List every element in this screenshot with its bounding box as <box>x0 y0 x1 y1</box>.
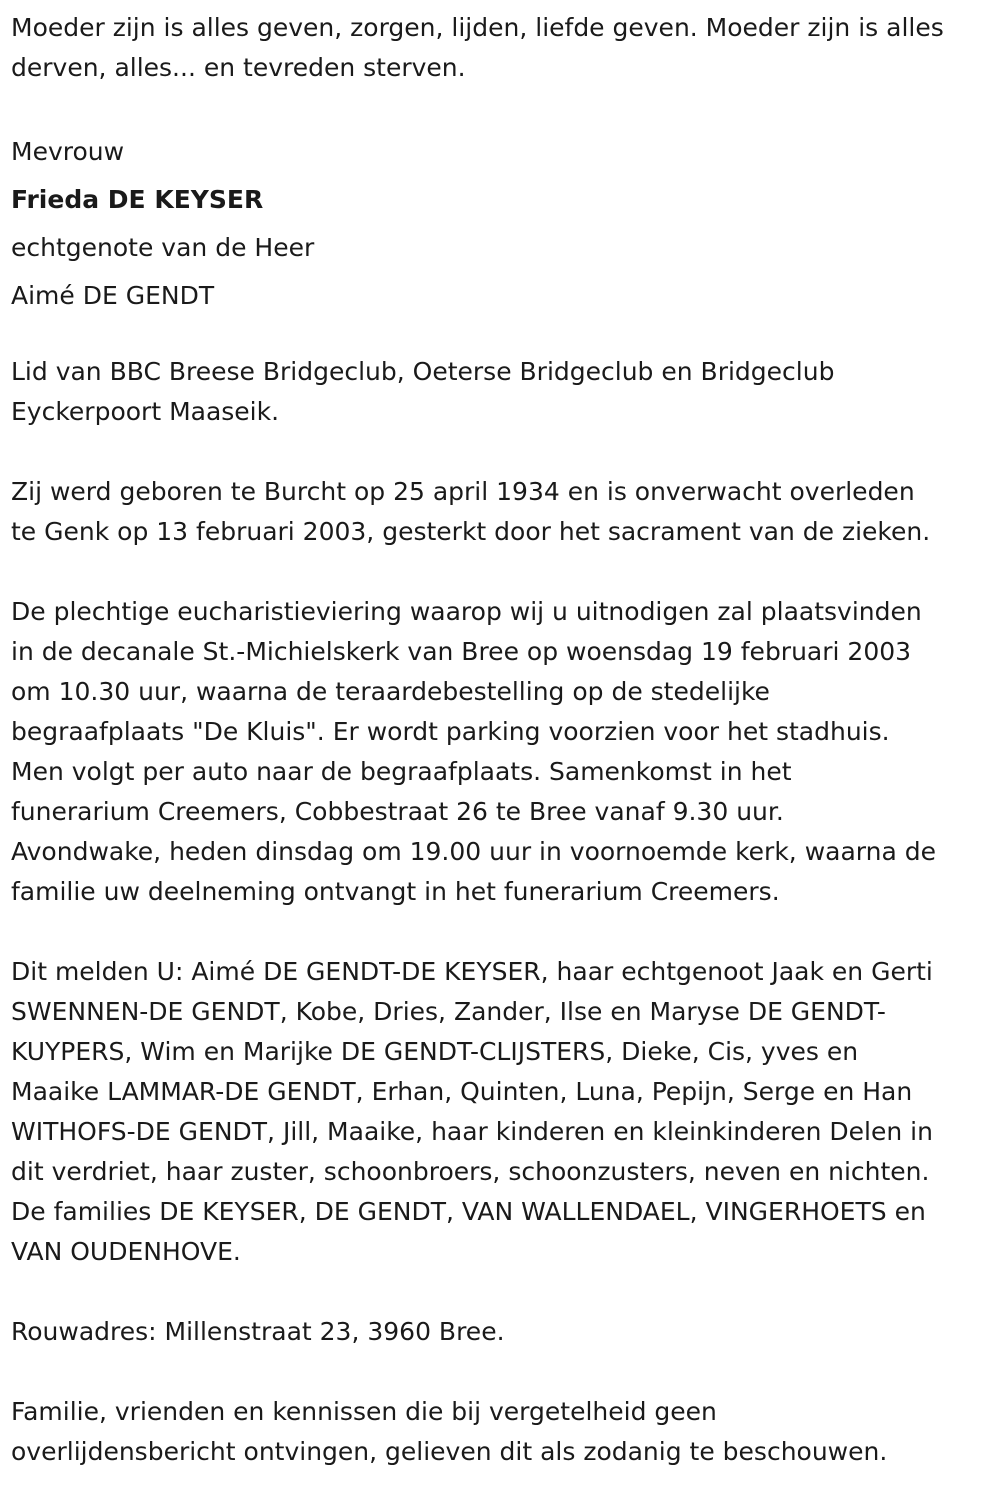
birth-death-paragraph: Zij werd geboren te Burcht op 25 april 1934 en is onverwacht overleden te Genk op 13 februari 2003, gesterkt door het sacrament van de zieken. <box>11 477 931 546</box>
membership-paragraph: Lid van BBC Breese Bridgeclub, Oeterse Bridgeclub en Bridgeclub Eyckerpoort Maaseik. <box>11 357 835 426</box>
relation-text: echtgenote van de Heer <box>11 233 315 262</box>
salutation: Mevrouw <box>11 137 125 166</box>
deceased-header <box>11 128 988 320</box>
poem-line-1: Moeder zijn is alles geven, zorgen, lijden, liefde geven. Moeder zijn is alles <box>11 13 944 42</box>
closing-paragraph: Familie, vrienden en kennissen die bij vergetelheid geen overlijdensbericht ontvingen, gelieven dit als zodanig te beschouwen. <box>11 1397 888 1466</box>
family-paragraph: Dit melden U: Aimé DE GENDT-DE KEYSER, haar echtgenoot Jaak en Gerti SWENNEN-DE GENDT, Kobe, Dries, Zander, Ilse en Maryse DE GENDT- KUYPERS, Wim en Marijke DE GENDT-CLIJSTERS, Dieke, Cis, yves en Maaike LAMMAR-DE GENDT, Erhan, Quinten, Luna, Pepijn, Serge en Han WITHOFS-DE GENDT, Jill, Maaike, haar kinderen en kleinkinderen Delen in dit verdriet, haar zuster, schoonbroers, schoonzusters, neven en nichten. De families DE KEYSER, DE GENDT, VAN WALLENDAEL, VINGERHOETS en VAN OUDENHOVE. <box>11 957 933 1266</box>
ceremony-paragraph: De plechtige eucharistieviering waarop wij u uitnodigen zal plaatsvinden in de decanale St.-Michielskerk van Bree op woensdag 19 februari 2003 om 10.30 uur, waarna de teraardebestelling op de stedelijke begraafplaats "De Kluis". Er wordt parking voorzien voor het stadhuis. Men volgt per auto naar de begraafplaats. Samenkomst in het funerarium Creemers, Cobbestraat 26 te Bree vanaf 9.30 uur. Avondwake, heden dinsdag om 19.00 uur in voornoemde kerk, waarna de familie uw deelneming ontvangt in het funerarium Creemers. <box>11 597 936 906</box>
spouse-name: Aimé DE GENDT <box>11 281 215 310</box>
poem-line-2: derven, alles... en tevreden sterven. <box>11 53 466 82</box>
deceased-name: Frieda DE KEYSER <box>11 185 264 214</box>
poem <box>11 8 988 88</box>
address-paragraph: Rouwadres: Millenstraat 23, 3960 Bree. <box>11 1317 505 1346</box>
